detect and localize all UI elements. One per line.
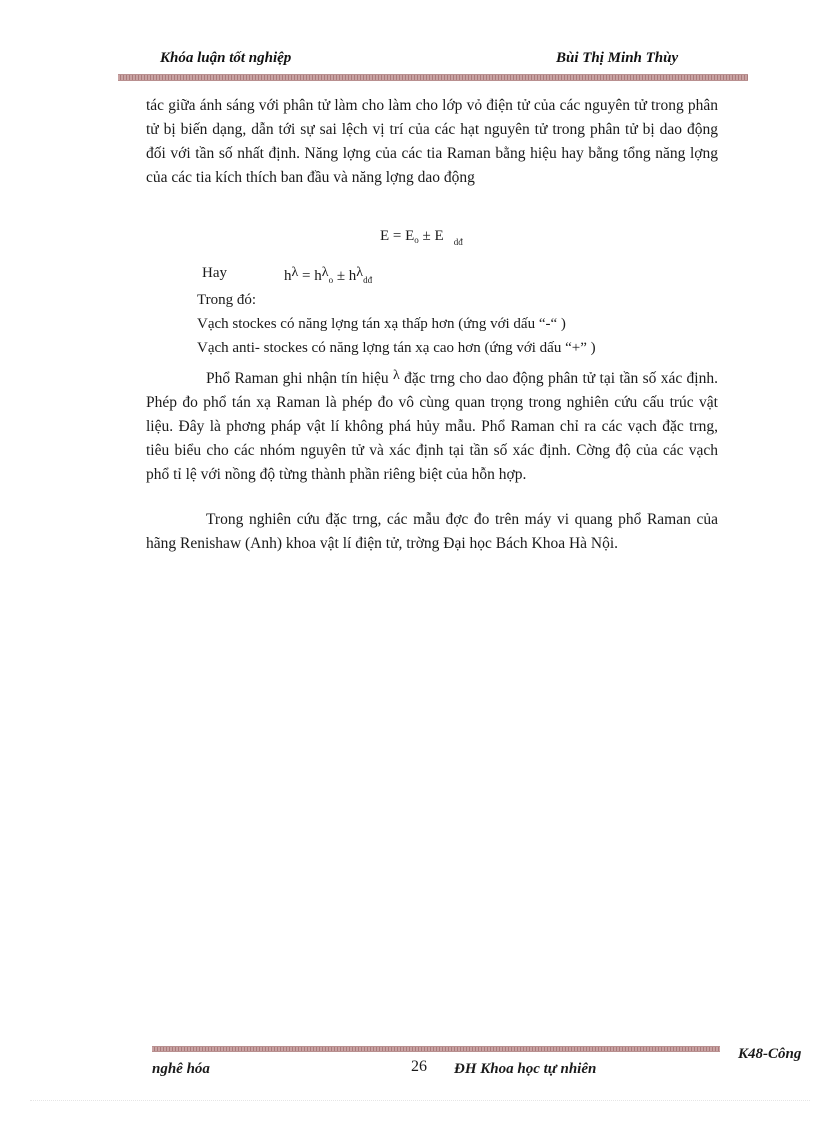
- stockes-line: Vạch stockes có năng lợng tán xạ thấp hơn (ứng với dấu “-“ ): [197, 316, 566, 332]
- footer-major-label: nghê hóa: [152, 1061, 210, 1077]
- eq2-h1: h: [284, 268, 292, 284]
- trong-do-label: Trong đó:: [197, 292, 257, 308]
- eq2-sub0: o: [328, 275, 334, 285]
- eq2-pm: ± h: [333, 268, 357, 284]
- paragraph-2: [146, 364, 718, 487]
- page-number: 26: [411, 1058, 427, 1075]
- equation-energy: [380, 228, 463, 247]
- header-author: Bùi Thị Minh Thùy: [556, 50, 679, 66]
- header-left-title: Khóa luận tốt nghiệp: [160, 50, 292, 66]
- page-edge-dots: [30, 1100, 810, 1101]
- eq2-lambda-2: λ: [321, 265, 329, 280]
- paragraph-1: tác giữa ánh sáng với phân tử làm cho làm cho lớp vỏ điện tử của các nguyên tử trong phân tử bị biến dạng, dẫn tới sự sai lệch vị trí của các hạt nguyên tử trong phân tử bị dao động đối với tần số nhất định. Năng lợng của các tia Raman bằng hiệu hay bằng tổng năng lợng của các tia kích thích ban đầu và năng lợng dao động: [146, 97, 718, 186]
- eq2-lambda-3: λ: [356, 265, 364, 280]
- eq2-eq: = h: [298, 268, 322, 284]
- footer-university: ĐH Khoa học tự nhiên: [454, 1061, 597, 1077]
- eq2-subdd: dđ: [363, 275, 373, 285]
- eq1-sub0: o: [414, 235, 419, 245]
- anti-stockes-line: Vạch anti- stockes có năng lợng tán xạ cao hơn (ứng với dấu “+” ): [197, 340, 596, 356]
- footer-rule: [152, 1046, 720, 1052]
- p2-lambda: λ: [393, 368, 400, 383]
- paragraph-3: Trong nghiên cứu đặc trng, các mẫu đợc đo trên máy vi quang phổ Raman của hãng Renishaw (Anh) khoa vật lí điện tử, trờng Đại học Bách Khoa Hà Nội.: [146, 511, 718, 552]
- eq1-subdd: dđ: [453, 237, 463, 247]
- equation-frequency: [284, 265, 372, 285]
- hay-label: Hay: [202, 265, 227, 281]
- eq1-pm: ± E: [418, 228, 444, 244]
- footer-class-label: K48-Công: [738, 1046, 802, 1062]
- header-rule: [118, 74, 748, 81]
- eq1-main: E = E: [380, 228, 415, 244]
- p2-after: đặc trng cho dao động phân tử tại tần số xác định. Phép đo phổ tán xạ Raman là phép đo vô cùng quan trọng trong nghiên cứu cấu trúc vật liệu. Đây là phơng pháp vật lí không phá hủy mẫu. Phổ Raman chỉ ra các vạch đặc trng, tiêu biểu cho các nhóm nguyên tử và xác định tại tần số xác định. Cờng độ của các vạch phổ tỉ lệ với nồng độ từng thành phần riêng biệt của hỗn hợp.: [146, 370, 718, 483]
- eq2-lambda-1: λ: [291, 265, 299, 280]
- p2-before: Phổ Raman ghi nhận tín hiệu: [206, 370, 393, 387]
